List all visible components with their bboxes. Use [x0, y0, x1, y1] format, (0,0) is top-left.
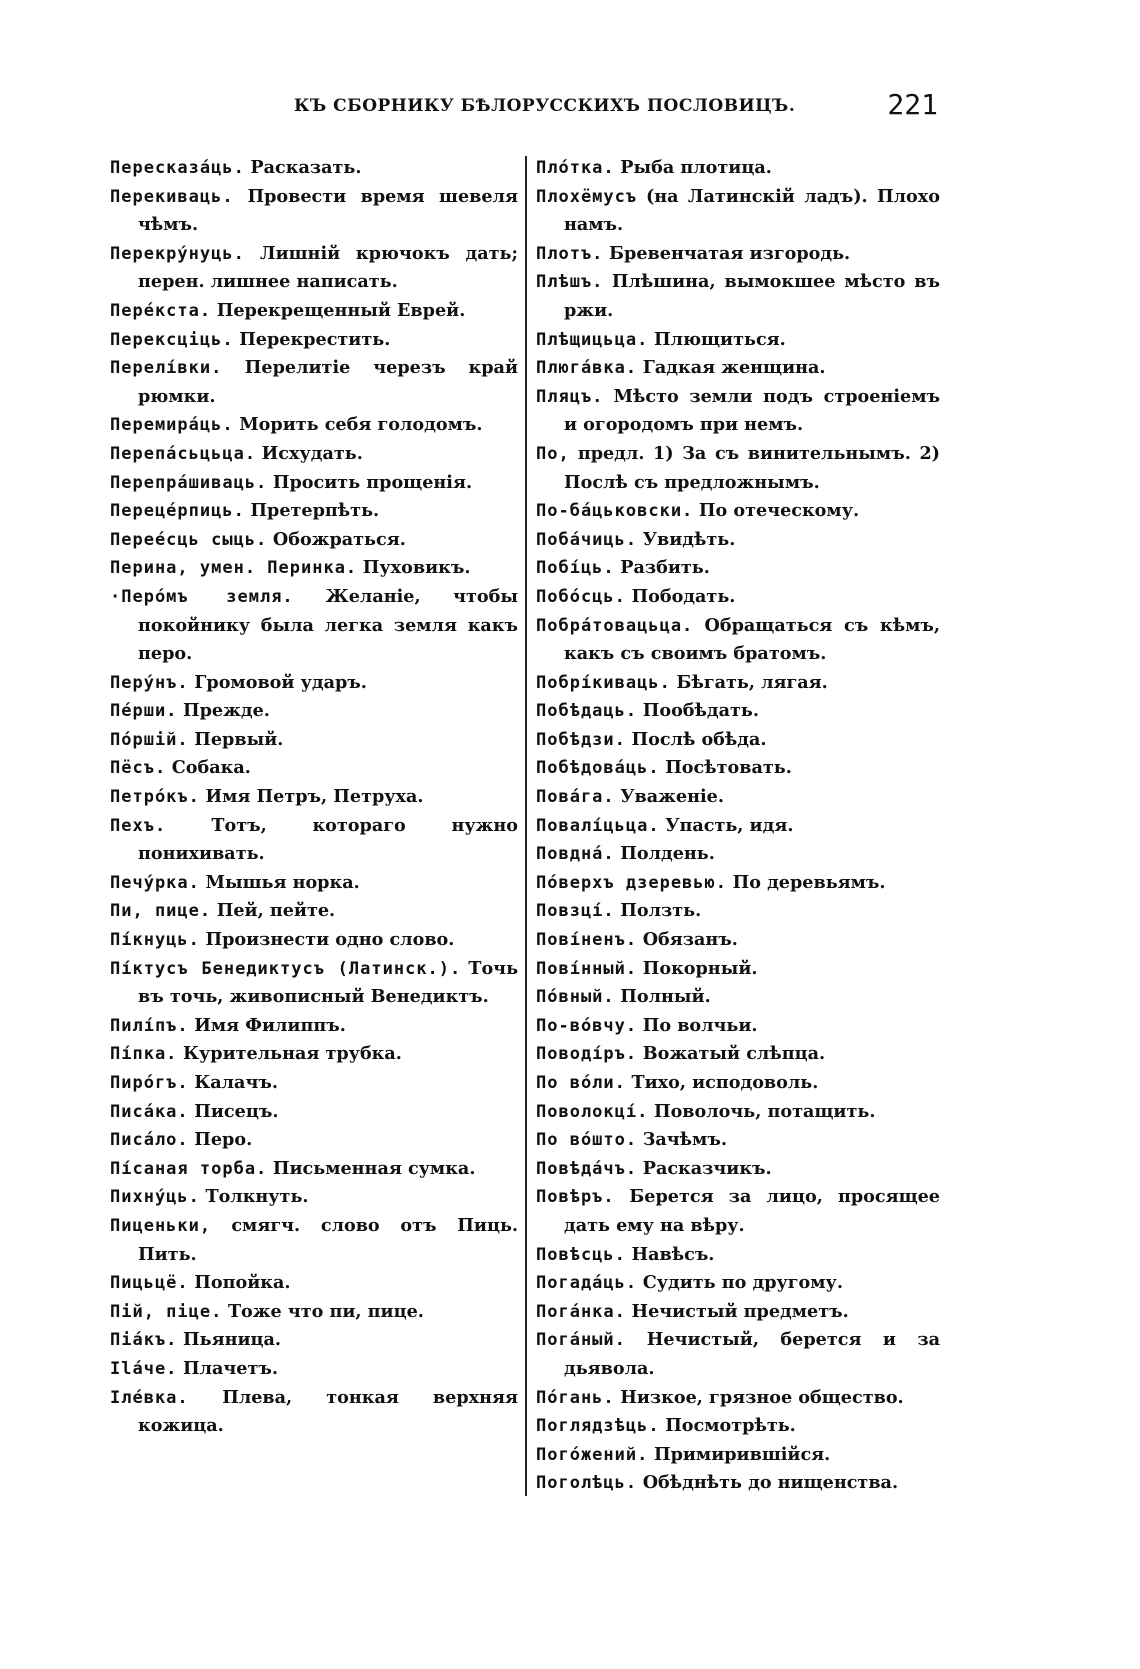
entry-definition: Берется за лицо, просящее дать ему на вѣру.	[564, 1186, 940, 1236]
entry-headword: Поглядзѣць.	[536, 1416, 660, 1437]
entry-headword: Повѣръ.	[536, 1187, 615, 1208]
entry-definition: Пообѣдать.	[642, 700, 760, 722]
entry-headword: Пíпка.	[110, 1044, 178, 1065]
dictionary-entry	[536, 154, 940, 183]
dictionary-entry	[536, 812, 940, 841]
entry-headword: Пи, пице.	[110, 901, 212, 922]
dictionary-entry	[536, 840, 940, 869]
dictionary-entry	[536, 268, 940, 325]
entry-definition: Плева, тонкая верхняя кожица.	[138, 1386, 519, 1437]
entry-headword: По вóшто.	[536, 1130, 638, 1151]
entry-definition: Провести время шевеля чѣмъ.	[138, 185, 518, 236]
dictionary-entry	[110, 240, 518, 297]
entry-definition: Претерпѣть.	[250, 500, 380, 522]
entry-headword: Побóсць.	[536, 586, 626, 607]
entry-headword: По-бáцьковски.	[536, 501, 694, 522]
dictionary-entry	[536, 1126, 940, 1155]
dictionary-entry	[536, 326, 940, 355]
entry-headword: Плѣшъ.	[536, 272, 604, 293]
entry-headword: Перекиваць.	[110, 186, 234, 207]
entry-headword: Погадáць.	[536, 1273, 638, 1294]
entry-definition: Уваженіе.	[620, 786, 724, 808]
entry-definition: Желаніе, чтобы покойнику была легка земля какъ перо.	[138, 585, 518, 665]
entry-definition: Зачѣмъ.	[642, 1129, 727, 1151]
entry-definition: Пей, пейте.	[216, 900, 336, 922]
entry-headword: Пíсаная торба.	[110, 1158, 268, 1179]
entry-definition: Исхудать.	[261, 442, 363, 464]
entry-headword: Погáный.	[536, 1330, 626, 1351]
dictionary-entry	[110, 354, 518, 411]
entry-definition: Точь въ точь, живописный Венедиктъ.	[138, 957, 519, 1008]
dictionary-entry	[110, 183, 518, 240]
entry-headword: Повѣдáчъ.	[536, 1158, 638, 1179]
dictionary-entry	[110, 411, 518, 440]
entry-headword: ·Перóмъ земля.	[110, 586, 294, 607]
dictionary-entry	[536, 554, 940, 583]
entry-headword: Пилíпъ.	[110, 1015, 189, 1036]
entry-headword: Перексціць.	[110, 329, 234, 350]
entry-headword: Перепáсьцьца.	[110, 443, 257, 464]
entry-headword: Перекрýнуць.	[110, 243, 245, 264]
dictionary-entry	[110, 1269, 518, 1298]
entry-headword: Перýнъ.	[110, 672, 189, 693]
dictionary-entry	[536, 1040, 940, 1069]
dictionary-entry	[110, 1298, 518, 1327]
running-title: КЪ СБОРНИКУ БѢЛОРУССКИХЪ ПОСЛОВИЦЪ.	[294, 96, 796, 116]
dictionary-entry	[536, 1298, 940, 1327]
entry-definition: Перекрещенный Еврей.	[216, 299, 466, 321]
entry-definition: Писецъ.	[194, 1100, 279, 1122]
entry-headword: Пицьцё.	[110, 1273, 189, 1294]
dictionary-entry	[110, 1326, 518, 1355]
page-header	[0, 88, 1140, 128]
dictionary-entry	[110, 1126, 518, 1155]
dictionary-entry	[536, 497, 940, 526]
dictionary-entry	[110, 1183, 518, 1212]
dictionary-entry	[110, 1098, 518, 1127]
dictionary-entry	[110, 154, 518, 183]
dictionary-entry	[536, 1069, 940, 1098]
entry-headword: Повалíцьца.	[536, 815, 660, 836]
entry-definition: Обращаться съ кѣмъ, какъ съ своимъ братомъ.	[564, 614, 940, 665]
dictionary-entry	[536, 612, 940, 669]
dictionary-entry	[110, 926, 518, 955]
dictionary-entry	[536, 1326, 940, 1383]
entry-headword: Побíць.	[536, 558, 615, 579]
entry-headword: Погóжений.	[536, 1444, 649, 1465]
entry-headword: Поголѣць.	[536, 1473, 638, 1494]
dictionary-entry	[536, 669, 940, 698]
entry-headword: Побѣдовáць.	[536, 758, 660, 779]
entry-headword: Плюгáвка.	[536, 358, 638, 379]
entry-headword: Пéрши.	[110, 701, 178, 722]
entry-definition: По отеческому.	[698, 500, 860, 522]
left-column	[110, 154, 518, 1441]
dictionary-entry	[536, 1241, 940, 1270]
entry-headword: Погáнка.	[536, 1301, 626, 1322]
dictionary-entry	[110, 697, 518, 726]
entry-headword: Повзцí.	[536, 901, 615, 922]
entry-headword: Плотъ.	[536, 243, 604, 264]
entry-definition: Посѣтовать.	[665, 757, 792, 779]
entry-definition: Разбить.	[620, 557, 710, 579]
dictionary-entry	[536, 1155, 940, 1184]
entry-headword: Пирóгъ.	[110, 1073, 189, 1093]
entry-headword: По,	[536, 443, 570, 464]
dictionary-entry	[536, 726, 940, 755]
dictionary-entry	[536, 354, 940, 383]
entry-definition: Лишній крючокъ дать; перен. лишнее написать.	[138, 242, 518, 293]
dictionary-entry	[110, 297, 518, 326]
dictionary-entry	[536, 1269, 940, 1298]
entry-headword: Плѣщицьца.	[536, 329, 649, 350]
dictionary-entry	[536, 383, 940, 440]
entry-headword: Пíкнуць.	[110, 930, 200, 951]
dictionary-entry	[110, 1384, 518, 1441]
dictionary-entry	[536, 240, 940, 269]
right-column	[536, 154, 940, 1498]
entry-headword: По вóли.	[536, 1073, 626, 1093]
dictionary-entry	[110, 897, 518, 926]
entry-headword: Писáка.	[110, 1101, 189, 1122]
entry-headword: Поводíръ.	[536, 1044, 638, 1065]
entry-definition: Полный.	[620, 986, 711, 1008]
dictionary-entry	[110, 469, 518, 498]
entry-headword: Побáчиць.	[536, 529, 638, 550]
entry-definition: Тотъ, котораго нужно понихивать.	[138, 814, 519, 865]
dictionary-entry	[110, 812, 518, 869]
page-number: 221	[887, 88, 938, 121]
dictionary-entry	[536, 1183, 940, 1240]
entry-definition: Мѣсто земли подъ строеніемъ и огородомъ при немъ.	[564, 385, 940, 436]
entry-headword: Побрíкиваць.	[536, 672, 671, 693]
entry-headword: Пíктусъ Бенедиктусъ (Латинск.).	[110, 958, 462, 979]
dictionary-entry	[536, 783, 940, 812]
dictionary-entry	[536, 955, 940, 984]
entry-definition: Пьяница.	[183, 1329, 282, 1351]
entry-headword: Повíнный.	[536, 958, 638, 979]
dictionary-entry	[110, 1012, 518, 1041]
entry-headword: По-вóвчу.	[536, 1015, 638, 1036]
entry-headword: Пихнýць.	[110, 1187, 200, 1208]
dictionary-entry	[536, 754, 940, 783]
dictionary-entry	[536, 869, 940, 898]
dictionary-entry	[536, 926, 940, 955]
dictionary-entry	[536, 1098, 940, 1127]
entry-definition: Перо.	[194, 1129, 253, 1151]
entry-headword: Повѣсць.	[536, 1244, 626, 1265]
entry-headword: Пляцъ.	[536, 386, 604, 407]
entry-headword: Перина, умен. Перинка.	[110, 558, 358, 579]
entry-definition: Попойка.	[194, 1272, 291, 1294]
entry-definition: Плющиться.	[653, 328, 786, 350]
entry-headword: Перелíвки.	[110, 358, 223, 379]
entry-definition: Обязанъ.	[642, 929, 738, 951]
dictionary-entry	[536, 440, 940, 497]
dictionary-entry	[536, 983, 940, 1012]
dictionary-entry	[110, 1069, 518, 1098]
entry-definition: По деревьямъ.	[732, 871, 886, 893]
entry-definition: смягч. слово отъ Пиць. Пить.	[138, 1214, 519, 1265]
entry-headword: Пóверхъ дзеревью.	[536, 872, 727, 893]
entry-definition: Нечистый предметъ.	[631, 1300, 849, 1322]
dictionary-entry	[110, 583, 518, 669]
entry-headword: Побѣдзи.	[536, 729, 626, 750]
dictionary-entry	[536, 697, 940, 726]
entry-definition: Письменная сумка.	[272, 1157, 476, 1179]
entry-headword: Іláче.	[110, 1358, 178, 1379]
entry-definition: Бревенчатая изгородь.	[609, 242, 851, 264]
entry-definition: Первый.	[194, 728, 284, 750]
entry-definition: Мышья норка.	[205, 871, 360, 893]
entry-headword: Перéкста.	[110, 300, 212, 321]
dictionary-entry	[110, 754, 518, 783]
entry-headword: Повднá.	[536, 844, 615, 865]
entry-definition: Полдень.	[620, 843, 715, 865]
entry-definition: Перелитіе черезъ край рюмки.	[138, 357, 518, 407]
entry-headword: Пёсъ.	[110, 758, 167, 779]
entry-definition: Расказчикъ.	[642, 1157, 772, 1179]
dictionary-entry	[110, 526, 518, 555]
entry-headword: Пóршій.	[110, 729, 189, 750]
dictionary-entry	[110, 440, 518, 469]
dictionary-entry	[536, 1012, 940, 1041]
dictionary-entry	[110, 1040, 518, 1069]
entry-definition: Поволочь, потащить.	[653, 1100, 876, 1122]
entry-definition: Низкое, грязное общество.	[620, 1386, 904, 1408]
entry-definition: Произнести одно слово.	[205, 929, 455, 951]
entry-definition: Обѣднѣть до нищенства.	[642, 1472, 899, 1494]
dictionary-entry	[536, 897, 940, 926]
dictionary-entry	[110, 783, 518, 812]
entry-definition: предл. 1) За съ винительнымъ. 2) Послѣ съ предложнымъ.	[564, 442, 941, 493]
dictionary-entry	[110, 554, 518, 583]
entry-definition: Посмотрѣть.	[665, 1415, 796, 1437]
entry-headword: Печýрка.	[110, 872, 200, 893]
entry-definition: Морить себя голодомъ.	[239, 414, 483, 436]
entry-headword: Пóвный.	[536, 987, 615, 1008]
entry-definition: По волчьи.	[642, 1014, 758, 1036]
entry-headword: Піáкъ.	[110, 1330, 178, 1351]
entry-headword: Поволокцí.	[536, 1101, 649, 1122]
entry-definition: (на Латинскій ладъ). Плохо намъ.	[564, 185, 941, 236]
dictionary-entry	[536, 1469, 940, 1498]
entry-definition: Тоже что пи, пице.	[227, 1300, 424, 1322]
dictionary-entry	[536, 1384, 940, 1413]
entry-definition: Увидѣть.	[642, 528, 736, 550]
dictionary-entry	[110, 869, 518, 898]
entry-definition: Вожатый слѣпца.	[642, 1043, 826, 1065]
entry-definition: Имя Филиппъ.	[194, 1014, 346, 1036]
entry-headword: Перепрáшиваць.	[110, 472, 268, 493]
entry-definition: Нечистый, берется и за дьявола.	[564, 1329, 940, 1379]
entry-headword: Писáло.	[110, 1130, 189, 1151]
entry-definition: Обожраться.	[272, 528, 406, 550]
dictionary-entry	[110, 955, 518, 1012]
dictionary-entry	[110, 1355, 518, 1384]
dictionary-entry	[536, 526, 940, 555]
entry-definition: Толкнуть.	[205, 1186, 309, 1208]
entry-headword: Пóгань.	[536, 1387, 615, 1408]
entry-headword: Плохёмусъ	[536, 186, 638, 207]
dictionary-entry	[110, 326, 518, 355]
entry-headword: Пій, піце.	[110, 1301, 223, 1322]
entry-definition: Пуховикъ.	[362, 557, 471, 579]
entry-definition: Курительная трубка.	[183, 1043, 402, 1065]
entry-definition: Громовой ударъ.	[194, 671, 367, 693]
entry-headword: Побрáтовацьца.	[536, 615, 694, 636]
dictionary-entry	[536, 583, 940, 612]
entry-definition: Имя Петръ, Петруха.	[205, 786, 424, 808]
entry-headword: Пересказáць.	[110, 158, 245, 178]
dictionary-entry	[536, 1412, 940, 1441]
entry-headword: Повáга.	[536, 787, 615, 808]
entry-definition: Упасть, идя.	[665, 814, 794, 836]
dictionary-entry	[110, 669, 518, 698]
entry-definition: Плѣшина, вымокшее мѣсто въ ржи.	[564, 271, 940, 321]
entry-definition: Бѣгать, лягая.	[676, 671, 828, 693]
entry-headword: Ілéвка.	[110, 1387, 189, 1408]
dictionary-entry	[536, 183, 940, 240]
entry-headword: Побѣдаць.	[536, 701, 638, 722]
entry-definition: Плачетъ.	[183, 1357, 279, 1379]
entry-headword: Перецéрпиць.	[110, 501, 245, 522]
entry-definition: Послѣ обѣда.	[631, 728, 767, 750]
entry-definition: Расказать.	[250, 157, 362, 178]
entry-definition: Собака.	[171, 757, 251, 779]
entry-definition: Просить прощенія.	[272, 471, 473, 493]
entry-definition: Навѣсъ.	[631, 1243, 715, 1265]
entry-definition: Гадкая женщина.	[642, 357, 826, 379]
dictionary-entry	[536, 1441, 940, 1470]
entry-headword: Пехъ.	[110, 815, 167, 836]
entry-headword: Петрóкъ.	[110, 787, 200, 808]
entry-definition: Примирившійся.	[653, 1443, 831, 1465]
entry-definition: Рыба плотица.	[620, 157, 772, 178]
dictionary-entry	[110, 1155, 518, 1184]
entry-headword: Перемирáць.	[110, 415, 234, 436]
entry-definition: Покорный.	[642, 957, 758, 979]
dictionary-entry	[110, 497, 518, 526]
entry-headword: Пиценьки,	[110, 1215, 212, 1236]
entry-definition: Прежде.	[183, 700, 270, 722]
entry-headword: Плóтка.	[536, 158, 615, 178]
entry-definition: Тихо, исподоволь.	[631, 1072, 819, 1093]
entry-definition: Ползть.	[620, 900, 702, 922]
entry-headword: Повíненъ.	[536, 930, 638, 951]
dictionary-entry	[110, 726, 518, 755]
entry-definition: Калачъ.	[194, 1072, 278, 1093]
column-divider	[525, 156, 527, 1496]
dictionary-entry	[110, 1212, 518, 1269]
entry-headword: Перeéсць сыць.	[110, 529, 268, 550]
entry-definition: Судить по другому.	[642, 1272, 843, 1294]
entry-definition: Перекрестить.	[239, 328, 391, 350]
entry-definition: Пободать.	[631, 585, 736, 607]
